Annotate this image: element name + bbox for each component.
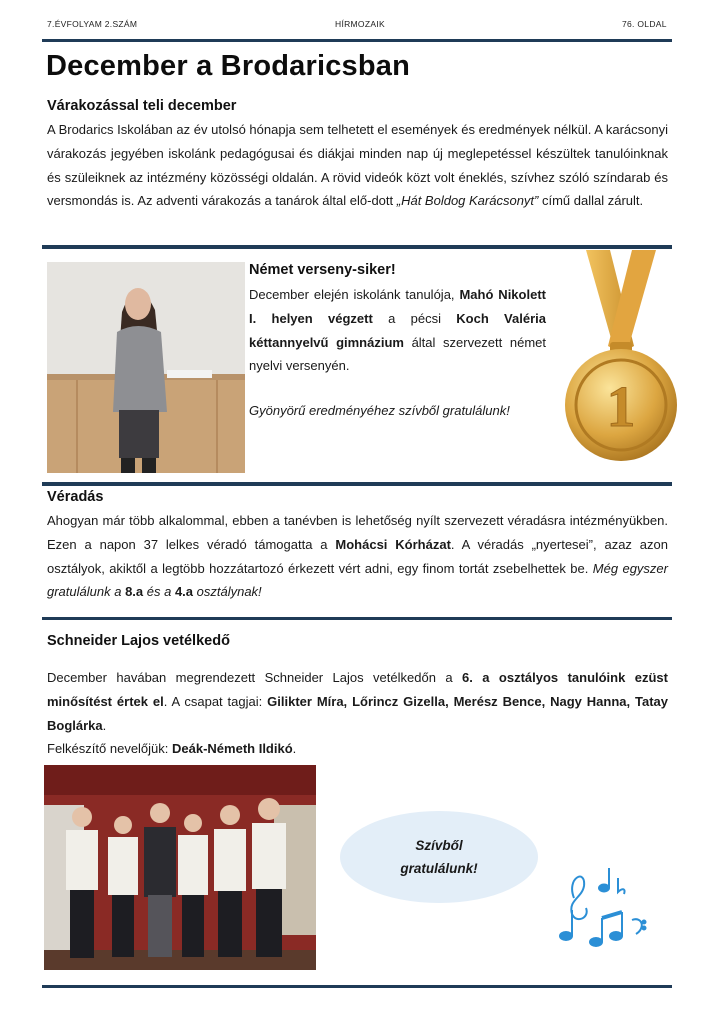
- winner-name: Mahó Nikolett I. helyen végzett: [249, 287, 546, 326]
- german-text-3: által szervezett német nyelvi versenyén.: [249, 334, 546, 374]
- section-rule: [42, 482, 672, 486]
- school-name: Koch Valéria kéttannyelvű gimnázium: [249, 310, 546, 350]
- blood-congrats-3: osztálynak!: [193, 584, 262, 600]
- team-photo: [44, 765, 316, 970]
- result-text: 6. a osztályos tanulóink ezüst minősítést értek el: [47, 670, 668, 709]
- advent-paragraph: [47, 118, 668, 213]
- schneider-heading: Schneider Lajos vetélkedő: [47, 633, 230, 649]
- blood-congrats: Még egyszer gratulálunk a: [47, 560, 668, 600]
- blood-congrats-2: és a: [143, 584, 175, 600]
- publication-name: HÍRMOZAIK: [335, 19, 385, 29]
- teacher-label: Felkészítő nevelőjük:: [47, 741, 173, 757]
- hospital-name: Mohácsi Kórházat: [335, 536, 451, 552]
- medal-number: 1: [606, 374, 636, 439]
- congrats-text: Gyönyörű eredményéhez szívből gratulálunk!: [249, 403, 510, 418]
- bubble-line-1: Szívből: [415, 838, 463, 853]
- section-rule: [42, 245, 672, 249]
- german-text-2: a pécsi: [372, 310, 457, 326]
- german-heading: Német verseny-siker!: [249, 262, 396, 278]
- footer-rule: [42, 985, 672, 988]
- advent-text: A Brodarics Iskolában az év utolsó hónapja sem telhetett el események és eredmények nélkül. A karácsonyi várakozás jegyében iskolánk pedagógusai és diákjai minden nap új meglepetéssel készültek tanulóinknak és szüleiknek az intézmény közösségi oldalán. A rövid videók közt volt éneklés, szívhez szóló színdarab és versmondás is. Az adventi várakozás a tanárok által elő-dott: [47, 122, 668, 209]
- german-text: December elején iskolánk tanulója,: [249, 287, 460, 302]
- blood-text: Ahogyan már több alkalommal, ebben a tanévben is lehetőség nyílt szervezett véradásra intézményükben. Ezen a napon 37 lelkes véradó támogatta a: [47, 513, 668, 552]
- blood-paragraph: [47, 509, 668, 604]
- song-title: „Hát Boldog Karácsonyt”: [396, 193, 539, 209]
- teacher-name: Deák-Németh Ildikó: [172, 741, 293, 757]
- class-8a: 8.a: [125, 584, 144, 600]
- teacher-end: .: [292, 741, 297, 757]
- schneider-text-3: .: [102, 717, 107, 733]
- schneider-paragraph: [47, 666, 668, 761]
- schneider-text-2: . A csapat tagjai:: [163, 693, 268, 709]
- issue-label: 7.ÉVFOLYAM 2.SZÁM: [47, 19, 138, 29]
- section-rule: [42, 617, 672, 620]
- blood-heading: Véradás: [47, 489, 104, 505]
- advent-text-end: című dallal zárult.: [538, 193, 644, 209]
- student-photo: [47, 262, 245, 473]
- music-notes-icon: [556, 858, 652, 954]
- page-number: 76. OLDAL: [622, 19, 667, 29]
- congrats-bubble: [340, 811, 538, 903]
- blood-text-2: . A véradás „nyertesei”, azaz azon osztályok, akiktől a legtöbb hozzátartozó érkezett vért adni, egy finom tortát zsebelhettek be.: [47, 536, 668, 576]
- german-congrats: [249, 399, 546, 423]
- advent-heading: Várakozással teli december: [47, 98, 237, 114]
- schneider-text: December havában megrendezett Schneider Lajos vetélkedőn a: [47, 670, 462, 685]
- team-members: Gilikter Míra, Lőrincz Gizella, Merész Bence, Nagy Hanna, Tatay Boglárka: [47, 693, 668, 733]
- header-rule: [42, 39, 672, 42]
- class-4a: 4.a: [174, 584, 194, 600]
- page-title: December a Brodaricsban: [46, 50, 411, 82]
- german-paragraph: [249, 283, 546, 378]
- gold-medal-icon: [560, 250, 682, 470]
- bubble-line-2: gratulálunk!: [400, 861, 478, 876]
